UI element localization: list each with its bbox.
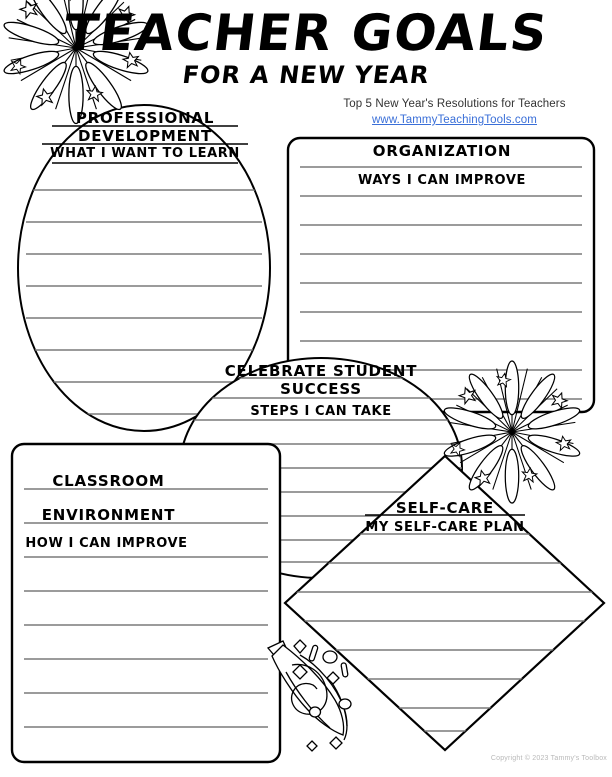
organization-prompt: WAYS I CAN IMPROVE	[358, 173, 526, 188]
self-care-prompt: MY SELF-CARE PLAN	[365, 520, 525, 535]
professional-development-heading-line1: PROFESSIONAL	[75, 109, 215, 127]
celebrate-student-success-heading-line2: SUCCESS	[280, 380, 362, 398]
tagline: Top 5 New Year's Resolutions for Teachers	[343, 98, 566, 110]
celebrate-student-success-heading-line1: CELEBRATE STUDENT	[224, 362, 418, 380]
classroom-environment-heading-line1: CLASSROOM	[52, 472, 165, 490]
page-subtitle: FOR A NEW YEAR	[180, 61, 432, 89]
celebrate-student-success-prompt: STEPS I CAN TAKE	[250, 404, 392, 419]
classroom-environment-prompt: HOW I CAN IMPROVE	[25, 536, 188, 551]
professional-development-heading-line2: DEVELOPMENT	[77, 127, 213, 145]
firework-burst-icon	[2, 0, 150, 123]
section-classroom-environment	[12, 444, 280, 762]
self-care-heading: SELF-CARE	[395, 499, 495, 517]
organization-heading: ORGANIZATION	[372, 142, 512, 160]
page-title: TEACHER GOALS	[60, 4, 552, 62]
classroom-environment-heading-line2: ENVIRONMENT	[41, 506, 176, 524]
professional-development-prompt: WHAT I WANT TO LEARN	[50, 146, 240, 161]
copyright-notice: Copyright © 2023 Tammy's Toolbox	[490, 755, 607, 762]
website-link[interactable]: www.TammyTeachingTools.com	[372, 114, 537, 126]
classroom-box-outline	[12, 444, 280, 762]
